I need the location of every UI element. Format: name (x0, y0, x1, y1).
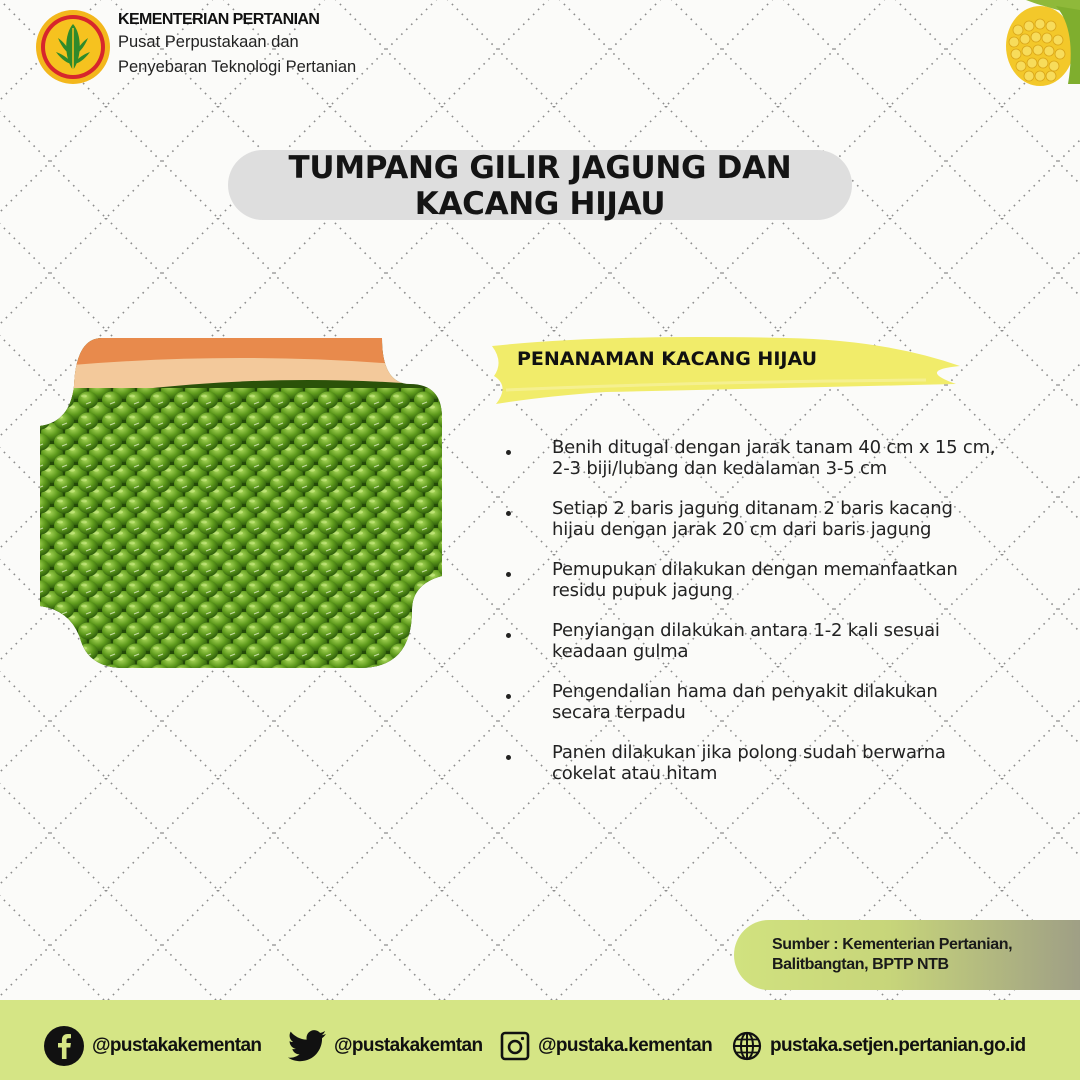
ministry-logo (34, 8, 112, 86)
list-item-text: Setiap 2 baris jagung ditanam 2 baris kacang hijau dengan jarak 20 cm dari baris jagung (552, 498, 953, 540)
list-item-text: Pemupukan dilakukan dengan memanfaatkan residu pupuk jagung (552, 559, 958, 601)
website-url: pustaka.setjen.pertanian.go.id (770, 1035, 1026, 1056)
list-item-text: Benih ditugal dengan jarak tanam 40 cm x 15 cm, 2-3 biji/lubang dan kedalaman 3-5 cm (552, 437, 996, 479)
list-item (500, 743, 1000, 784)
source-line-2: Balitbangtan, BPTP NTB (772, 956, 949, 973)
source-text (772, 935, 1072, 975)
globe-icon (732, 1031, 762, 1061)
list-item (500, 682, 1000, 723)
list-item-text: Penyiangan dilakukan antara 1-2 kali sesuai keadaan gulma (552, 620, 940, 662)
twitter-handle: @pustakakemtan (334, 1035, 483, 1056)
website-link[interactable] (732, 1026, 1025, 1066)
twitter-icon (288, 1029, 326, 1063)
source-line-1: Sumber : Kementerian Pertanian, (772, 936, 1013, 953)
title-line-1: TUMPANG GILIR JAGUNG DAN (288, 150, 792, 186)
org-name: KEMENTERIAN PERTANIAN (118, 11, 320, 28)
org-subtitle-1: Pusat Perpustakaan dan (118, 33, 299, 51)
title-line-2: KACANG HIJAU (414, 186, 666, 222)
org-subtitle-2: Penyebaran Teknologi Pertanian (118, 58, 357, 76)
list-item-text: Pengendalian hama dan penyakit dilakukan secara terpadu (552, 681, 938, 723)
list-item (500, 438, 1000, 479)
page-title (228, 150, 852, 222)
bullet-icon (506, 755, 511, 760)
steps-list (500, 438, 1000, 804)
section-heading: PENANAMAN KACANG HIJAU (517, 348, 818, 370)
bullet-icon (506, 694, 511, 699)
instagram-handle: @pustaka.kementan (538, 1035, 713, 1056)
instagram-icon (500, 1031, 530, 1061)
list-item (500, 499, 1000, 540)
twitter-link[interactable] (288, 1026, 482, 1066)
organization-block (118, 10, 356, 80)
facebook-handle: @pustakakementan (92, 1035, 262, 1056)
bullet-icon (506, 511, 511, 516)
list-item-text: Panen dilakukan jika polong sudah berwarna cokelat atau hitam (552, 742, 946, 784)
bullet-icon (506, 572, 511, 577)
bullet-icon (506, 633, 511, 638)
mung-bean-photo (40, 338, 442, 668)
corn-decoration (996, 0, 1080, 96)
bullet-icon (506, 450, 511, 455)
facebook-link[interactable] (44, 1026, 261, 1066)
list-item (500, 621, 1000, 662)
facebook-icon (44, 1026, 84, 1066)
list-item (500, 560, 1000, 601)
instagram-link[interactable] (500, 1026, 712, 1066)
